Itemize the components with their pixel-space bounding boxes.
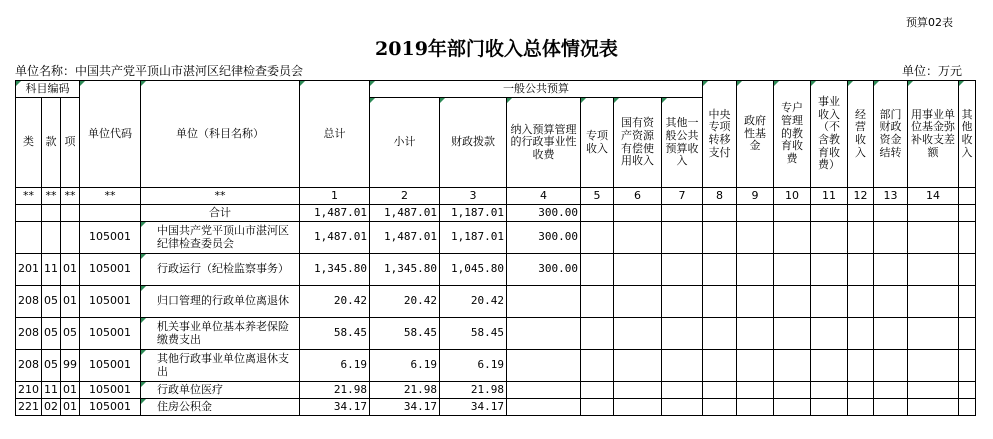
header-nontax-income: 纳入预算管理的行政事业性收费 [507, 98, 581, 188]
row-nontax-fee [507, 399, 581, 416]
header-unit-name: 单位（科目名称） [141, 81, 300, 188]
empty-cell [908, 286, 959, 318]
row-fiscal: 58.45 [440, 318, 507, 350]
empty-cell [662, 318, 703, 350]
index-cell: 2 [370, 188, 440, 205]
currency-unit-label: 单位：万元 [901, 64, 962, 78]
row-unit-code [80, 205, 141, 222]
empty-cell [703, 318, 737, 350]
empty-cell [774, 222, 811, 254]
header-general-budget: 一般公共预算 [370, 81, 703, 98]
row-kuan [42, 205, 61, 222]
row-unit-code: 105001 [80, 286, 141, 318]
empty-cell [737, 399, 774, 416]
index-cell: 7 [662, 188, 703, 205]
index-cell: ** [141, 188, 300, 205]
row-lei: 210 [16, 382, 42, 399]
row-xiang [61, 205, 80, 222]
page-title: 2019年部门收入总体情况表 [375, 38, 618, 60]
row-fiscal: 20.42 [440, 286, 507, 318]
row-subtotal: 1,345.80 [370, 254, 440, 286]
row-unit-code: 105001 [80, 254, 141, 286]
table-row [16, 350, 976, 382]
header-fiscal-appropriation: 财政拨款 [440, 98, 507, 188]
table-row [16, 382, 976, 399]
row-unit-code: 105001 [80, 318, 141, 350]
header-career-fund-supplement: 用事业单位基金弥补收支差额 [908, 81, 959, 188]
index-cell: 5 [581, 188, 614, 205]
row-total: 1,345.80 [300, 254, 370, 286]
empty-cell [874, 286, 908, 318]
table-row [16, 399, 976, 416]
header-unit-code: 单位代码 [80, 81, 141, 188]
index-cell: 12 [848, 188, 874, 205]
empty-cell [662, 205, 703, 222]
header-dept-fund-balance: 部门财政资金结转 [874, 81, 908, 188]
empty-cell [614, 254, 662, 286]
empty-cell [959, 399, 976, 416]
empty-cell [848, 254, 874, 286]
empty-cell [811, 222, 848, 254]
empty-cell [908, 318, 959, 350]
row-total: 1,487.01 [300, 205, 370, 222]
index-cell: ** [80, 188, 141, 205]
empty-cell [959, 350, 976, 382]
empty-cell [848, 318, 874, 350]
empty-cell [703, 205, 737, 222]
empty-cell [737, 205, 774, 222]
row-kuan: 05 [42, 350, 61, 382]
index-cell: ** [16, 188, 42, 205]
row-kuan: 05 [42, 286, 61, 318]
row-kuan: 02 [42, 399, 61, 416]
empty-cell [908, 205, 959, 222]
row-subtotal: 1,487.01 [370, 205, 440, 222]
unit-name-label: 单位名称：中国共产党平顶山市湛河区纪律检查委员会 [15, 64, 304, 78]
empty-cell [908, 382, 959, 399]
empty-cell [662, 286, 703, 318]
empty-cell [874, 382, 908, 399]
empty-cell [614, 286, 662, 318]
empty-cell [703, 254, 737, 286]
empty-cell [614, 318, 662, 350]
index-cell: ** [61, 188, 80, 205]
empty-cell [848, 350, 874, 382]
index-row [16, 188, 976, 205]
empty-cell [662, 254, 703, 286]
row-xiang: 01 [61, 382, 80, 399]
empty-cell [959, 382, 976, 399]
row-fiscal: 21.98 [440, 382, 507, 399]
empty-cell [581, 254, 614, 286]
empty-cell [811, 399, 848, 416]
empty-cell [774, 399, 811, 416]
row-nontax-fee [507, 350, 581, 382]
empty-cell [614, 222, 662, 254]
empty-cell [959, 222, 976, 254]
row-lei: 208 [16, 350, 42, 382]
empty-cell [811, 254, 848, 286]
row-name: 行政单位医疗 [141, 382, 300, 399]
header-other-general: 其他一般公共预算收入 [662, 98, 703, 188]
row-fiscal: 34.17 [440, 399, 507, 416]
row-name: 归口管理的行政单位离退休 [141, 286, 300, 318]
empty-cell [811, 286, 848, 318]
row-fiscal: 1,045.80 [440, 254, 507, 286]
row-fiscal: 1,187.01 [440, 205, 507, 222]
index-cell: 3 [440, 188, 507, 205]
index-cell: 1 [300, 188, 370, 205]
index-cell: 6 [614, 188, 662, 205]
header-total: 总计 [300, 81, 370, 188]
row-name: 合计 [141, 205, 300, 222]
empty-cell [874, 254, 908, 286]
header-central-transfer: 中央专项转移支付 [703, 81, 737, 188]
row-total: 20.42 [300, 286, 370, 318]
header-gov-fund: 政府性基金 [737, 81, 774, 188]
empty-cell [848, 399, 874, 416]
index-cell: 9 [737, 188, 774, 205]
empty-cell [848, 205, 874, 222]
row-name: 其他行政事业单位离退休支出 [141, 350, 300, 382]
header-special-income: 专项收入 [581, 98, 614, 188]
empty-cell [581, 222, 614, 254]
empty-cell [848, 382, 874, 399]
row-fiscal: 6.19 [440, 350, 507, 382]
empty-cell [703, 382, 737, 399]
empty-cell [811, 318, 848, 350]
row-subtotal: 6.19 [370, 350, 440, 382]
row-lei: 221 [16, 399, 42, 416]
row-name: 住房公积金 [141, 399, 300, 416]
row-unit-code: 105001 [80, 350, 141, 382]
row-kuan: 11 [42, 254, 61, 286]
header-lei: 类 [16, 98, 42, 188]
row-nontax-fee: 300.00 [507, 254, 581, 286]
empty-cell [774, 205, 811, 222]
empty-cell [874, 205, 908, 222]
table-row [16, 254, 976, 286]
empty-cell [874, 318, 908, 350]
data-rows [16, 205, 976, 416]
index-cell: 14 [908, 188, 959, 205]
row-lei [16, 222, 42, 254]
empty-cell [737, 382, 774, 399]
empty-cell [874, 222, 908, 254]
empty-cell [737, 254, 774, 286]
row-kuan: 05 [42, 318, 61, 350]
header-state-asset-income: 国有资产资源有偿使用收入 [614, 98, 662, 188]
empty-cell [811, 205, 848, 222]
empty-cell [662, 382, 703, 399]
empty-cell [614, 399, 662, 416]
empty-cell [614, 350, 662, 382]
table-row [16, 205, 976, 222]
row-name: 行政运行（纪检监察事务） [141, 254, 300, 286]
row-nontax-fee [507, 382, 581, 399]
row-unit-code: 105001 [80, 382, 141, 399]
row-kuan [42, 222, 61, 254]
empty-cell [737, 350, 774, 382]
empty-cell [581, 399, 614, 416]
empty-cell [737, 286, 774, 318]
row-lei: 208 [16, 286, 42, 318]
row-lei: 208 [16, 318, 42, 350]
row-lei [16, 205, 42, 222]
empty-cell [774, 318, 811, 350]
index-cell: ** [42, 188, 61, 205]
row-total: 6.19 [300, 350, 370, 382]
row-lei: 201 [16, 254, 42, 286]
empty-cell [662, 399, 703, 416]
row-unit-code: 105001 [80, 222, 141, 254]
row-subtotal: 34.17 [370, 399, 440, 416]
header-kuan: 款 [42, 98, 61, 188]
empty-cell [737, 222, 774, 254]
header-operating-income: 经营收入 [848, 81, 874, 188]
index-cell: 4 [507, 188, 581, 205]
empty-cell [908, 350, 959, 382]
empty-cell [737, 318, 774, 350]
row-subtotal: 21.98 [370, 382, 440, 399]
row-xiang: 05 [61, 318, 80, 350]
header-xiang: 项 [61, 98, 80, 188]
row-xiang: 01 [61, 286, 80, 318]
empty-cell [908, 254, 959, 286]
form-code: 预算02表 [906, 16, 953, 29]
empty-cell [811, 350, 848, 382]
row-total: 21.98 [300, 382, 370, 399]
header-subject-code: 科目编码 [16, 81, 80, 98]
empty-cell [703, 399, 737, 416]
row-xiang: 99 [61, 350, 80, 382]
row-nontax-fee: 300.00 [507, 205, 581, 222]
empty-cell [959, 205, 976, 222]
table-row [16, 318, 976, 350]
empty-cell [662, 350, 703, 382]
empty-cell [581, 350, 614, 382]
row-nontax-fee: 300.00 [507, 222, 581, 254]
header-other-income: 其他收入 [959, 81, 976, 188]
empty-cell [874, 399, 908, 416]
empty-cell [774, 350, 811, 382]
empty-cell [848, 286, 874, 318]
empty-cell [874, 350, 908, 382]
index-cell [959, 188, 976, 205]
income-table [15, 80, 976, 416]
empty-cell [703, 286, 737, 318]
table-row [16, 286, 976, 318]
row-kuan: 11 [42, 382, 61, 399]
index-cell: 8 [703, 188, 737, 205]
empty-cell [774, 286, 811, 318]
header-edu-fee: 专户管理的教育收费 [774, 81, 811, 188]
empty-cell [908, 222, 959, 254]
empty-cell [848, 222, 874, 254]
header-subtotal: 小计 [370, 98, 440, 188]
empty-cell [811, 382, 848, 399]
empty-cell [662, 222, 703, 254]
index-cell: 11 [811, 188, 848, 205]
table-row [16, 222, 976, 254]
row-xiang: 01 [61, 254, 80, 286]
empty-cell [703, 350, 737, 382]
empty-cell [959, 318, 976, 350]
empty-cell [908, 399, 959, 416]
empty-cell [581, 286, 614, 318]
row-total: 58.45 [300, 318, 370, 350]
index-cell: 10 [774, 188, 811, 205]
row-nontax-fee [507, 318, 581, 350]
row-subtotal: 1,487.01 [370, 222, 440, 254]
empty-cell [774, 254, 811, 286]
empty-cell [614, 382, 662, 399]
row-total: 1,487.01 [300, 222, 370, 254]
empty-cell [774, 382, 811, 399]
row-unit-code: 105001 [80, 399, 141, 416]
row-name: 中国共产党平顶山市湛河区纪律检查委员会 [141, 222, 300, 254]
empty-cell [703, 222, 737, 254]
empty-cell [581, 382, 614, 399]
row-fiscal: 1,187.01 [440, 222, 507, 254]
header-career-income: 事业收入（不含教育收费） [811, 81, 848, 188]
index-cell: 13 [874, 188, 908, 205]
row-total: 34.17 [300, 399, 370, 416]
empty-cell [581, 318, 614, 350]
empty-cell [614, 205, 662, 222]
empty-cell [959, 254, 976, 286]
row-xiang [61, 222, 80, 254]
empty-cell [959, 286, 976, 318]
row-name: 机关事业单位基本养老保险缴费支出 [141, 318, 300, 350]
row-subtotal: 58.45 [370, 318, 440, 350]
empty-cell [581, 205, 614, 222]
row-xiang: 01 [61, 399, 80, 416]
row-nontax-fee [507, 286, 581, 318]
row-subtotal: 20.42 [370, 286, 440, 318]
